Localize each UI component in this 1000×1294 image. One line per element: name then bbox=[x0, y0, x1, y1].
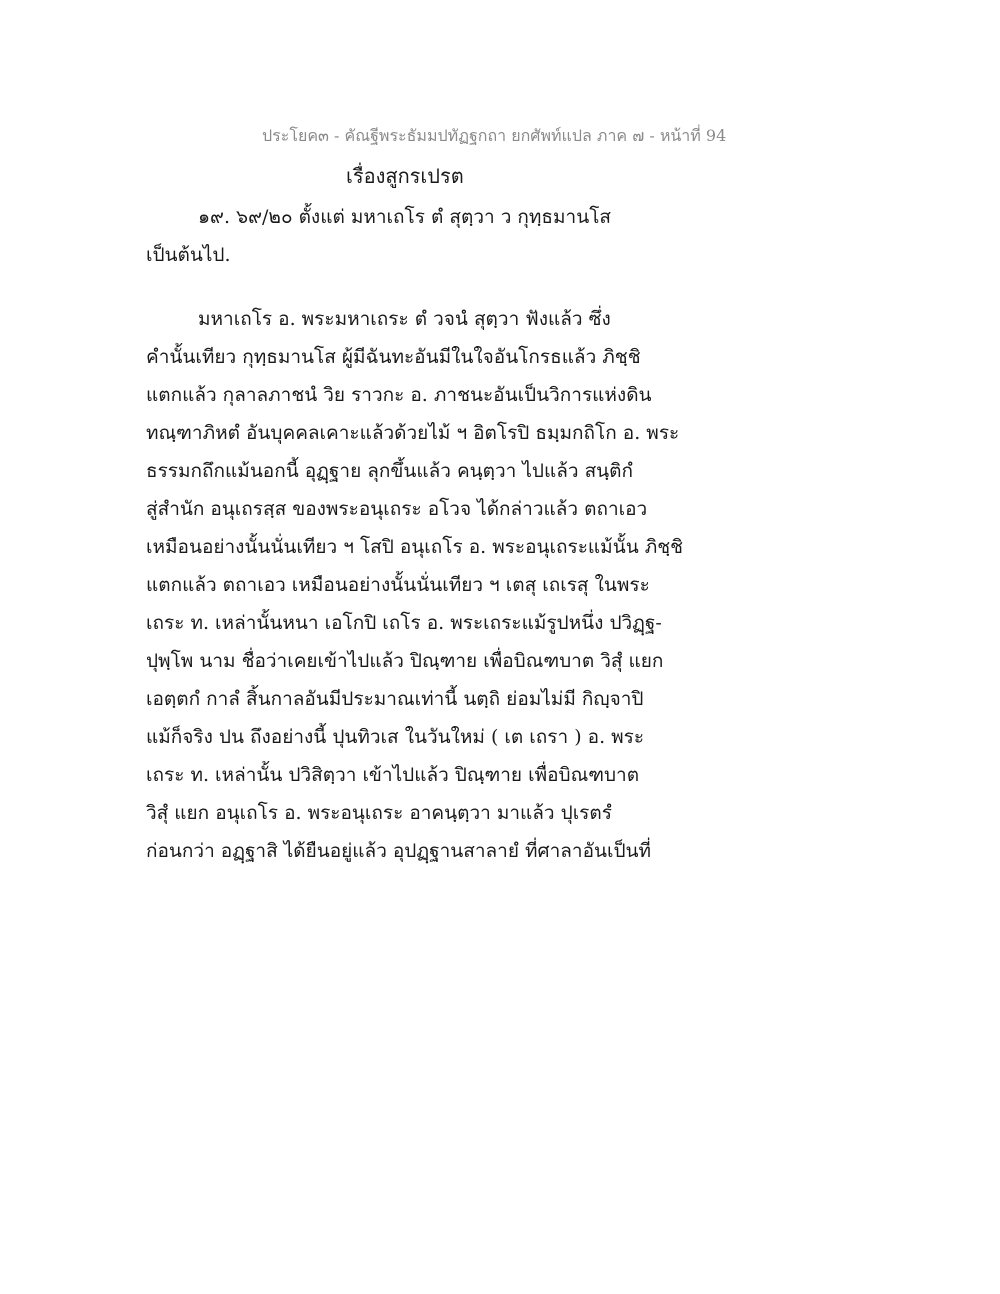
text-line: คำนั้นเทียว กุทฺธมานโส ผู้มีฉันทะอันมีในใจอันโกรธแล้ว ภิชฺชิ bbox=[146, 346, 641, 368]
text-line: เป็นต้นไป. bbox=[146, 244, 231, 266]
text-line: เหมือนอย่างนั้นนั่นเทียว ฯ โสปิ อนุเถโร อ. พระอนุเถระแม้นั้น ภิชฺชิ bbox=[146, 536, 684, 558]
running-header-text: ประโยค๓ - คัณฐีพระธัมมปทัฏฐกถา ยกศัพท์แปล ภาค ๗ - หน้าที่ 94 bbox=[262, 126, 727, 145]
text-line: มหาเถโร อ. พระมหาเถระ ตํ วจนํ สุตฺวา ฟังแล้ว ซึ่ง bbox=[198, 308, 611, 330]
text-line: แม้ก็จริง ปน ถึงอย่างนี้ ปุนทิวเส ในวันใหม่ ( เต เถรา ) อ. พระ bbox=[146, 726, 645, 748]
paragraph-translation bbox=[146, 300, 716, 870]
text-line: แตกแล้ว ตถาเอว เหมือนอย่างนั้นนั่นเทียว ฯ เตสุ เถเรสุ ในพระ bbox=[146, 574, 650, 596]
paragraph-gap bbox=[146, 274, 716, 300]
text-line: แตกแล้ว กุลาลภาชนํ วิย ราวกะ อ. ภาชนะอันเป็นวิการแห่งดิน bbox=[146, 384, 652, 406]
body-text bbox=[146, 198, 716, 870]
story-title: เรื่องสูกรเปรต bbox=[346, 164, 464, 188]
text-line: ก่อนกว่า อฏฺฐาสิ ได้ยืนอยู่แล้ว อุปฏฺฐานสาลายํ ที่ศาลาอันเป็นที่ bbox=[146, 840, 652, 862]
text-line: เถระ ท. เหล่านั้น ปวิสิตฺวา เข้าไปแล้ว ปิณฺฑาย เพื่อบิณฑบาต bbox=[146, 764, 640, 786]
text-line: ปุพฺโพ นาม ชื่อว่าเคยเข้าไปแล้ว ปิณฺฑาย เพื่อบิณฑบาต วิสุํ แยก bbox=[146, 650, 664, 672]
text-line: ทณฺฑาภิหตํ อันบุคคลเคาะแล้วด้วยไม้ ฯ อิตโรปิ ธมฺมกถิโก อ. พระ bbox=[146, 422, 680, 444]
text-line: วิสุํ แยก อนุเถโร อ. พระอนุเถระ อาคนฺตฺวา มาแล้ว ปุเรตรํ bbox=[146, 802, 612, 824]
text-line: เอตฺตกํ กาลํ สิ้นกาลอันมีประมาณเท่านี้ นตฺถิ ย่อมไม่มี กิญฺจาปิ bbox=[146, 688, 644, 710]
running-header bbox=[0, 124, 1000, 149]
text-line: ๑๙. ๖๙/๒๐ ตั้งแต่ มหาเถโร ตํ สุตฺวา ว กุทฺธมานโส bbox=[198, 206, 612, 228]
paragraph-reference bbox=[146, 198, 716, 274]
text-line: ธรรมกถึกแม้นอกนี้ อุฏฺฐาย ลุกขึ้นแล้ว คนฺตฺวา ไปแล้ว สนฺติกํ bbox=[146, 460, 634, 482]
text-line: สู่สำนัก อนุเถรสฺส ของพระอนุเถระ อโวจ ได้กล่าวแล้ว ตถาเอว bbox=[146, 498, 648, 520]
text-line: เถระ ท. เหล่านั้นหนา เอโกปิ เถโร อ. พระเถระแม้รูปหนึ่ง ปวิฏฺฐ- bbox=[146, 612, 662, 634]
